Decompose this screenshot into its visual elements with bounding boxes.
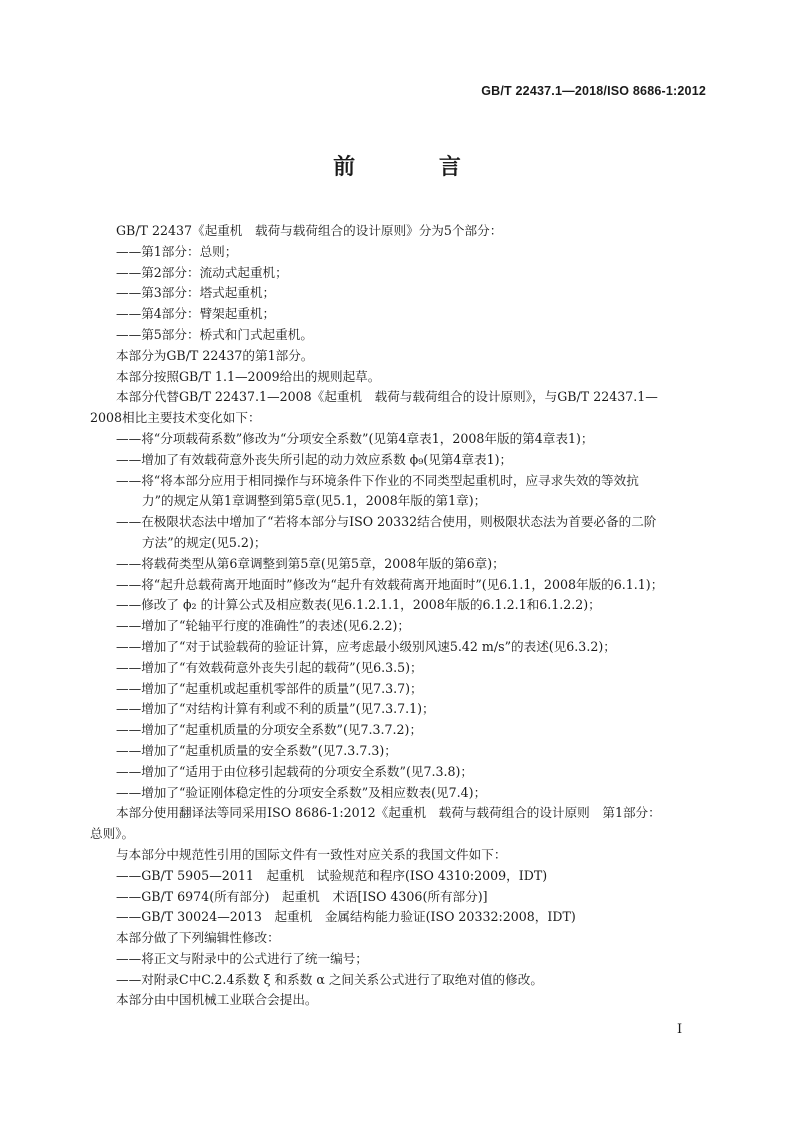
paragraph-line: ——将“将本部分应用于相同操作与环境条件下作业的不同类型起重机时，应寻求失效的等效抗 xyxy=(116,472,639,488)
paragraph-line: ——GB/T 5905—2011 起重机 试验规范和程序(ISO 4310:2009，IDT) xyxy=(116,867,548,883)
paragraph-line: ——增加了“有效载荷意外丧失引起的载荷”(见6.3.5)； xyxy=(116,659,423,675)
paragraph-line: ——在极限状态法中增加了“若将本部分与ISO 20332结合使用，则极限状态法为首要必备的二阶 xyxy=(116,514,657,530)
paragraph-line: ——第5部分：桥式和门式起重机。 xyxy=(116,326,313,342)
paragraph-line: 本部分为GB/T 22437的第1部分。 xyxy=(116,347,314,363)
foreword-body xyxy=(90,221,706,1011)
paragraph-line: GB/T 22437《起重机 载荷与载荷组合的设计原则》分为5个部分： xyxy=(116,223,503,238)
paragraph-line: ——GB/T 30024—2013 起重机 金属结构能力验证(ISO 20332:2008，IDT) xyxy=(116,909,576,925)
paragraph-line: ——将“起升总载荷离开地面时”修改为“起升有效载荷离开地面时”(见6.1.1，2008年版的6.1.1)； xyxy=(116,576,664,592)
paragraph-line: ——第3部分：塔式起重机； xyxy=(116,285,276,301)
paragraph-line: ——增加了“验证刚体稳定性的分项安全系数”及相应数表(见7.4)； xyxy=(116,784,487,800)
paragraph-line: ——修改了 ϕ₂ 的计算公式及相应数表(见6.1.2.1.1，2008年版的6.1.2.1和6.1.2.2)； xyxy=(116,597,601,613)
paragraph-line: 本部分做了下列编辑性修改： xyxy=(116,930,280,946)
paragraph-line: ——第1部分：总则； xyxy=(116,243,238,259)
paragraph-line: ——增加了“对结构计算有利或不利的质量”(见7.3.7.1)； xyxy=(116,701,435,717)
paragraph-line: ——增加了“对于试验载荷的验证计算，应考虑最小级别风速5.42 m/s”的表述(见6.3.2)； xyxy=(116,638,616,654)
paragraph-line: 本部分由中国机械工业联合会提出。 xyxy=(116,992,318,1008)
paragraph-line: 与本部分中规范性引用的国际文件有一致性对应关系的我国文件如下： xyxy=(116,846,507,862)
paragraph-line: ——增加了有效载荷意外丧失所引起的动力效应系数 ϕ₉(见第4章表1)； xyxy=(116,451,513,467)
paragraph-line: ——增加了“起重机质量的分项安全系数”(见7.3.7.2)； xyxy=(116,722,423,738)
paragraph-line: ——第4部分：臂架起重机； xyxy=(116,306,276,322)
paragraph-line: ——将载荷类型从第6章调整到第5章(见第5章，2008年版的第6章)； xyxy=(116,555,505,571)
paragraph-line: ——增加了“轮轴平行度的准确性”的表述(见6.2.2)； xyxy=(116,618,411,634)
paragraph-line: ——将正文与附录中的公式进行了统一编号； xyxy=(116,950,368,966)
standard-code-header: GB/T 22437.1—2018/ISO 8686-1:2012 xyxy=(481,84,706,98)
paragraph-line: ——增加了“起重机质量的安全系数”(见7.3.7.3)； xyxy=(116,742,397,758)
page-title: 前 言 xyxy=(333,155,499,180)
paragraph-line: ——GB/T 6974(所有部分) 起重机 术语[ISO 4306(所有部分)] xyxy=(116,888,488,904)
paragraph-line: 力”的规定从第1章调整到第5章(见5.1，2008年版的第1章)； xyxy=(142,493,487,509)
paragraph-line: 本部分使用翻译法等同采用ISO 8686-1:2012《起重机 载荷与载荷组合的设计原则 第1部分： xyxy=(116,805,661,821)
paragraph-line: ——第2部分：流动式起重机； xyxy=(116,264,288,280)
paragraph-line: 本部分按照GB/T 1.1—2009给出的规则起草。 xyxy=(116,368,381,384)
paragraph-line: ——将“分项载荷系数”修改为“分项安全系数”(见第4章表1，2008年版的第4章表1)； xyxy=(116,430,594,446)
paragraph-line: ——增加了“起重机或起重机零部件的质量”(见7.3.7)； xyxy=(116,680,423,696)
paragraph-line: ——增加了“适用于由位移引起载荷的分项安全系数”(见7.3.8)； xyxy=(116,763,473,779)
paragraph-line: 总则》。 xyxy=(90,826,135,842)
paragraph-line: ——对附录C中C.2.4系数 ξ 和系数 α 之间关系公式进行了取绝对值的修改。 xyxy=(116,971,543,987)
page-number: I xyxy=(677,1022,683,1037)
paragraph-line: 方法”的规定(见5.2)； xyxy=(142,534,267,550)
paragraph-line: 本部分代替GB/T 22437.1—2008《起重机 载荷与载荷组合的设计原则》，与GB/T 22437.1— xyxy=(116,389,658,405)
paragraph-line: 2008相比主要技术变化如下： xyxy=(90,410,261,426)
